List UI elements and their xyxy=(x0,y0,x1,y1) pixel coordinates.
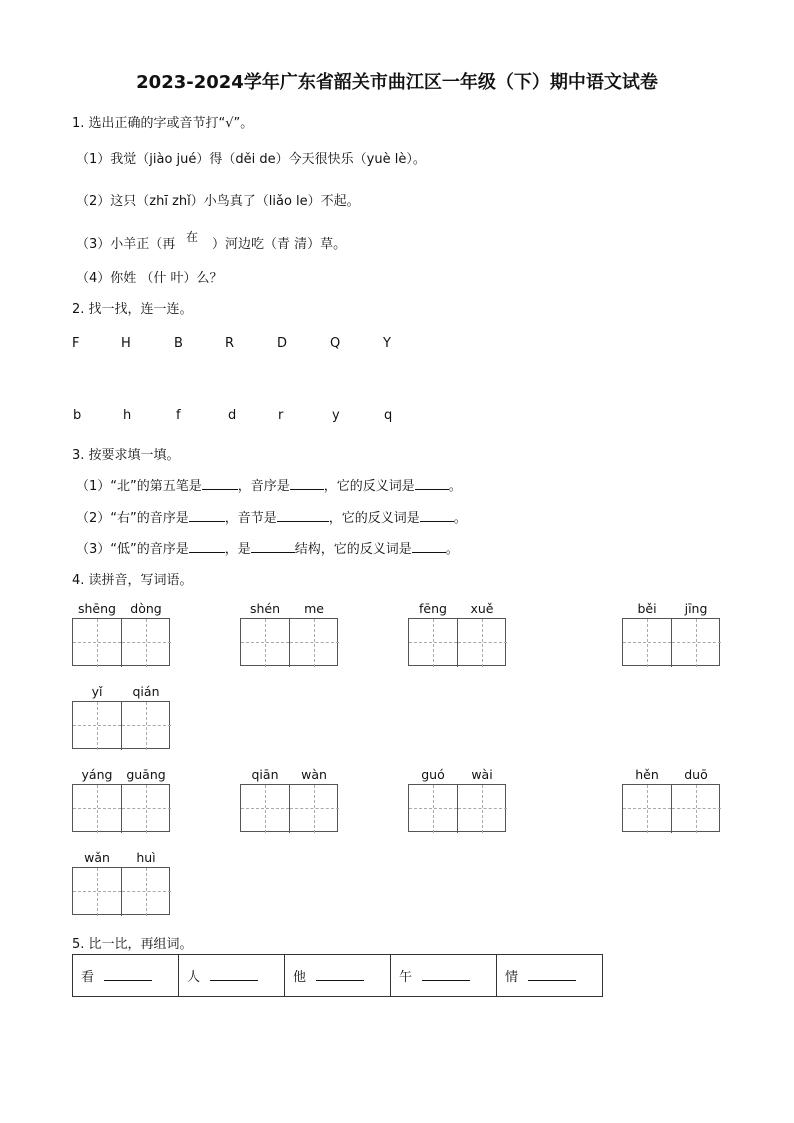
page-title: 2023-2024学年广东省韶关市曲江区一年级（下）期中语文试卷 xyxy=(136,72,658,93)
answer-blank[interactable] xyxy=(412,540,446,553)
answer-blank[interactable] xyxy=(290,477,324,490)
pinyin-syllable: wàn xyxy=(301,767,327,782)
letter-upper[interactable]: Y xyxy=(383,336,391,351)
letter-lower[interactable]: d xyxy=(228,408,237,423)
answer-blank[interactable] xyxy=(202,477,238,490)
answer-blank[interactable] xyxy=(415,477,449,490)
writing-grid[interactable] xyxy=(72,867,170,915)
letter-upper[interactable]: Q xyxy=(330,336,341,351)
letter-upper[interactable]: D xyxy=(277,336,288,351)
letter-lower[interactable]: q xyxy=(384,408,393,423)
compare-char: 他 xyxy=(293,970,307,985)
compare-cell xyxy=(179,955,285,997)
q2-prompt: 2. 找一找，连一连。 xyxy=(72,302,193,317)
letter-lower[interactable]: y xyxy=(332,408,340,423)
compare-cell xyxy=(73,955,179,997)
q3-line-1: （1）“北”的第五笔是 ，音序是 ，它的反义词是 。 xyxy=(76,479,462,494)
compare-char: 人 xyxy=(187,970,201,985)
pinyin-syllable: shēng xyxy=(78,601,116,616)
compare-cell xyxy=(391,955,497,997)
pinyin-syllable: jīng xyxy=(684,601,708,616)
letter-upper[interactable]: R xyxy=(225,336,235,351)
pinyin-syllable: me xyxy=(304,601,324,616)
q5-prompt: 5. 比一比，再组词。 xyxy=(72,937,193,952)
writing-grid[interactable] xyxy=(622,618,720,666)
pinyin-syllable: huì xyxy=(136,850,156,865)
q1-prompt: 1. 选出正确的字或音节打“√”。 xyxy=(72,116,254,131)
letter-lower[interactable]: r xyxy=(278,408,284,423)
answer-blank[interactable] xyxy=(422,968,470,981)
writing-grid[interactable] xyxy=(72,618,170,666)
writing-grid[interactable] xyxy=(408,618,506,666)
answer-blank[interactable] xyxy=(189,540,225,553)
pinyin-syllable: wǎn xyxy=(84,850,110,865)
pinyin-syllable: qián xyxy=(132,684,160,699)
answer-blank[interactable] xyxy=(420,509,454,522)
letter-upper[interactable]: F xyxy=(72,336,80,351)
compare-char: 情 xyxy=(505,970,519,985)
pinyin-syllable: yǐ xyxy=(91,684,103,699)
compare-table xyxy=(72,954,603,997)
pinyin-syllable: xuě xyxy=(470,601,494,616)
q1-item-3b: ）河边吃（青 清）草。 xyxy=(212,237,347,252)
q1-item-2: （2）这只（zhī zhǐ）小鸟真了（liǎo le）不起。 xyxy=(76,194,360,209)
answer-blank[interactable] xyxy=(316,968,364,981)
compare-char: 午 xyxy=(399,970,413,985)
pinyin-syllable: guāng xyxy=(126,767,166,782)
answer-blank[interactable] xyxy=(528,968,576,981)
compare-cell xyxy=(497,955,603,997)
answer-blank[interactable] xyxy=(251,540,295,553)
compare-char: 看 xyxy=(81,970,95,985)
pinyin-syllable: qiān xyxy=(251,767,279,782)
q1-item-1: （1）我觉（jiào jué）得（děi de）今天很快乐（yuè lè）。 xyxy=(76,152,426,167)
letter-lower[interactable]: f xyxy=(176,408,181,423)
answer-blank[interactable] xyxy=(277,509,329,522)
q1-item-4: （4）你姓 （什 叶）么？ xyxy=(76,271,223,286)
writing-grid[interactable] xyxy=(622,784,720,832)
answer-blank[interactable] xyxy=(104,968,152,981)
pinyin-syllable: duō xyxy=(684,767,708,782)
q3-line-3: （3）“低”的音序是 ，是 结构，它的反义词是 。 xyxy=(76,542,459,557)
pinyin-syllable: shén xyxy=(249,601,281,616)
pinyin-syllable: fēng xyxy=(419,601,447,616)
pinyin-syllable: yáng xyxy=(81,767,113,782)
letter-lower[interactable]: h xyxy=(123,408,132,423)
letter-lower[interactable]: b xyxy=(73,408,82,423)
writing-grid[interactable] xyxy=(408,784,506,832)
q4-prompt: 4. 读拼音，写词语。 xyxy=(72,573,193,588)
pinyin-syllable: hěn xyxy=(635,767,659,782)
q1-item-3-above-char: 在 xyxy=(186,230,199,244)
letter-upper[interactable]: H xyxy=(121,336,131,351)
writing-grid[interactable] xyxy=(72,701,170,749)
q1-item-3a: （3）小羊正（再 xyxy=(76,237,176,252)
pinyin-syllable: dòng xyxy=(130,601,162,616)
writing-grid[interactable] xyxy=(72,784,170,832)
pinyin-syllable: běi xyxy=(637,601,657,616)
compare-cell xyxy=(285,955,391,997)
writing-grid[interactable] xyxy=(240,618,338,666)
q3-prompt: 3. 按要求填一填。 xyxy=(72,448,180,463)
writing-grid[interactable] xyxy=(240,784,338,832)
letter-upper[interactable]: B xyxy=(174,336,183,351)
answer-blank[interactable] xyxy=(210,968,258,981)
answer-blank[interactable] xyxy=(189,509,225,522)
q3-line-2: （2）“右”的音序是 ，音节是 ，它的反义词是 。 xyxy=(76,511,467,526)
pinyin-syllable: guó xyxy=(421,767,445,782)
pinyin-syllable: wài xyxy=(471,767,493,782)
